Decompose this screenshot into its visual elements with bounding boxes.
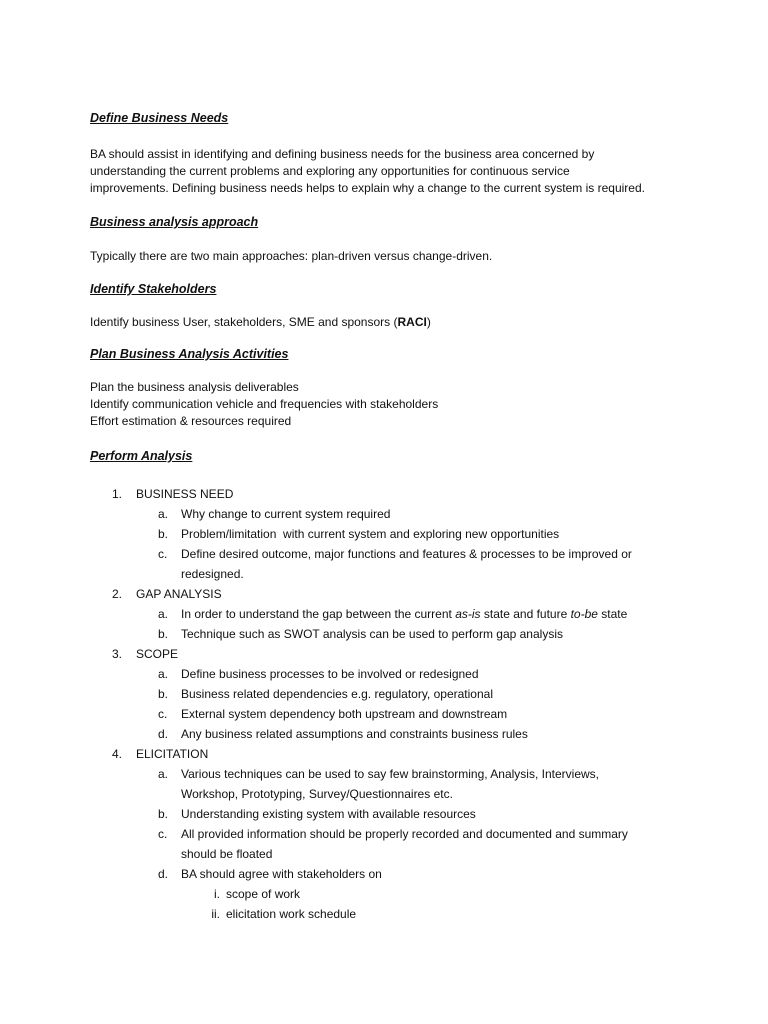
list-number: 1. [112, 487, 123, 501]
gap-text-post: state [597, 607, 628, 621]
list-subitem [0, 546, 768, 583]
gap-text-mid: state and future [480, 607, 571, 621]
list-letter: a. [158, 667, 169, 681]
list-number: 3. [112, 647, 123, 661]
list-subitem-text [181, 606, 681, 623]
list-subitem-text: Define business processes to be involved or redesigned [181, 667, 479, 681]
list-item-label: GAP ANALYSIS [136, 587, 222, 601]
list-subitem [0, 826, 768, 863]
list-letter: a. [158, 607, 169, 621]
list-subitem-text: Problem/limitation with current system and exploring new opportunities [181, 527, 560, 541]
list-subsubitem-text: elicitation work schedule [226, 907, 357, 921]
list-subitem [0, 806, 768, 823]
list-subitem-text: Technique such as SWOT analysis can be used to perform gap analysis [181, 627, 563, 641]
list-subitem-text: Various techniques can be used to say few brainstorming, Analysis, Interviews, [181, 767, 599, 781]
list-subitem [0, 766, 768, 803]
list-subitem [0, 606, 768, 623]
gap-text-pre: In order to understand the gap between the current [181, 607, 456, 621]
list-item-label: ELICITATION [136, 747, 209, 761]
list-item-label: BUSINESS NEED [136, 487, 234, 501]
paragraph-define-business-needs [90, 146, 690, 197]
list-subsubitem-text: scope of work [226, 887, 301, 901]
heading-define-business-needs: Define Business Needs [90, 111, 229, 125]
paragraph-stakeholders [90, 314, 690, 331]
list-roman: i. [214, 887, 220, 901]
list-subitem [0, 706, 768, 723]
list-subitem-text: Define desired outcome, major functions and features & processes to be improved or [181, 547, 632, 561]
list-subitem-text: Why change to current system required [181, 507, 391, 521]
list-subitem [0, 626, 768, 643]
stakeholders-text: Identify business User, stakeholders, SME and sponsors ( [90, 315, 398, 329]
list-subitem [0, 686, 768, 703]
heading-plan-business-analysis-activities: Plan Business Analysis Activities [90, 347, 289, 361]
list-letter: d. [158, 727, 169, 741]
list-item [0, 646, 768, 663]
list-subitem-text: Workshop, Prototyping, Survey/Questionnaires etc. [181, 787, 453, 801]
list-letter: c. [158, 547, 168, 561]
list-subitem-text: Any business related assumptions and constraints business rules [181, 727, 528, 741]
list-subsubitem [0, 886, 768, 903]
list-subitem [0, 666, 768, 683]
list-subitem-text: redesigned. [181, 567, 244, 581]
list-subitem-text: Understanding existing system with available resources [181, 807, 476, 821]
paragraph-line: understanding the current problems and exploring any opportunities for continuous service [90, 164, 570, 178]
heading-identify-stakeholders: Identify Stakeholders [90, 282, 217, 296]
as-is-text: as-is [455, 607, 481, 621]
raci-text: RACI [397, 315, 427, 329]
paragraph-line: Plan the business analysis deliverables [90, 380, 299, 394]
list-letter: a. [158, 767, 169, 781]
list-subitem-text: All provided information should be properly recorded and documented and summary [181, 827, 628, 841]
paragraph-line: Identify communication vehicle and frequencies with stakeholders [90, 397, 439, 411]
list-letter: a. [158, 507, 169, 521]
list-subitem [0, 526, 768, 543]
stakeholders-close: ) [426, 315, 431, 329]
list-roman: ii. [211, 907, 220, 921]
paragraph-line: improvements. Defining business needs helps to explain why a change to the current system is required. [90, 181, 645, 195]
list-subitem-text: should be floated [181, 847, 273, 861]
paragraph-approach: Typically there are two main approaches: plan-driven versus change-driven. [90, 249, 493, 263]
list-letter: b. [158, 527, 169, 541]
list-letter: b. [158, 807, 169, 821]
heading-perform-analysis: Perform Analysis [90, 449, 193, 463]
list-letter: b. [158, 627, 169, 641]
list-item [0, 746, 768, 763]
list-subitem-text: BA should agree with stakeholders on [181, 867, 382, 881]
list-subitem-text: External system dependency both upstream and downstream [181, 707, 508, 721]
list-item [0, 586, 768, 603]
list-number: 2. [112, 587, 123, 601]
list-subitem [0, 726, 768, 743]
list-letter: d. [158, 867, 169, 881]
list-subsubitem [0, 906, 768, 923]
list-letter: b. [158, 687, 169, 701]
list-subitem-text: Business related dependencies e.g. regulatory, operational [181, 687, 493, 701]
heading-business-analysis-approach: Business analysis approach [90, 215, 259, 229]
paragraph-line: Effort estimation & resources required [90, 414, 292, 428]
list-subitem [0, 866, 768, 883]
paragraph-plan [90, 379, 690, 430]
list-item-label: SCOPE [136, 647, 179, 661]
paragraph-line: BA should assist in identifying and defining business needs for the business area concerned by [90, 147, 595, 161]
to-be-text: to-be [570, 607, 598, 621]
list-subitem [0, 506, 768, 523]
list-letter: c. [158, 827, 168, 841]
list-letter: c. [158, 707, 168, 721]
list-number: 4. [112, 747, 123, 761]
list-item [0, 486, 768, 503]
